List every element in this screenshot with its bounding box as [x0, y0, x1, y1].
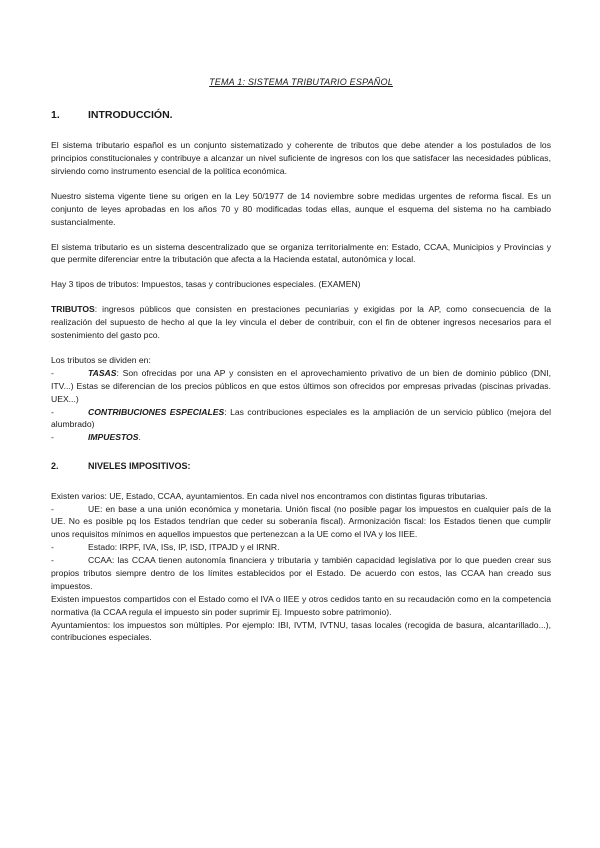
- section-2-heading: [51, 460, 551, 474]
- document-title: TEMA 1: SISTEMA TRIBUTARIO ESPAÑOL: [209, 77, 393, 87]
- section-2-body: [51, 490, 551, 645]
- section-2-title: NIVELES IMPOSITIVOS:: [88, 461, 191, 472]
- bullet-dash: -: [51, 432, 54, 443]
- section-1-heading: [51, 108, 551, 124]
- paragraph-decentralized: El sistema tributario es un sistema descentralizado que se organiza territorialmente en: Estado, CCAA, Municipios y Provincias y que permite diferenciar entre la tributación que afecta a la Hacienda estatal, autonómica y local.: [51, 241, 551, 265]
- bullet-dash: -: [51, 542, 54, 553]
- compartidos-text: Existen impuestos compartidos con el Estado como el IVA o IIEE y otros cedidos tanto en su recaudación como en la competencia normativa (la CCAA regula el impuesto sin poder suprimir Ej. Impuesto sobre patrimonio).: [51, 593, 551, 617]
- section-2-number: 2.: [51, 461, 59, 472]
- bullet-dash: -: [51, 555, 54, 566]
- paragraph-origin: Nuestro sistema vigente tiene su origen en la Ley 50/1977 de 14 noviembre sobre medidas urgentes de reforma fiscal. Es un conjunto de leyes aprobadas en los años 70 y 80 modificadas todas ellas, aunque el esquema del sistema no ha cambiado sustancialmente.: [51, 190, 551, 227]
- tributos-label: TRIBUTOS: [51, 304, 95, 315]
- contribuciones-label: CONTRIBUCIONES ESPECIALES: [88, 406, 225, 417]
- document-page: [51, 76, 551, 644]
- paragraph-tributos: [51, 303, 551, 342]
- impuestos-label: IMPUESTOS: [88, 432, 139, 443]
- estado-text: Estado: IRPF, IVA, ISs, IP, ISD, ITPAJD y el IRNR.: [88, 542, 280, 553]
- tributos-division-list: [51, 354, 551, 444]
- bullet-dash: -: [51, 367, 54, 378]
- paragraph-definition: El sistema tributario español es un conjunto sistematizado y coherente de tributos que debe atender a los postulados de los principios constitucionales y contribuye a alcanzar un nivel suficiente de ingresos con los que satisfacer las necesidades públicas, sirviendo como instrumento esencial de la política económica.: [51, 140, 551, 177]
- list-item-contribuciones: [51, 406, 551, 432]
- tasas-text: : Son ofrecidas por una AP y consisten en el aprovechamiento privativo de un bien de dominio público (DNI, ITV...) Estas se diferencian de los precios públicos en que estos últimos son ofrecidos por empresas privadas (piscinas privadas. UEX...): [51, 367, 551, 404]
- list-item-impuestos: [51, 431, 551, 444]
- list-item-ue: [51, 503, 551, 542]
- niveles-intro: Existen varios: UE, Estado, CCAA, ayuntamientos. En cada nivel nos encontramos con distintas figuras tributarias.: [51, 490, 488, 501]
- ayuntamientos-text: Ayuntamientos: los impuestos son múltiples. Por ejemplo: IBI, IVTM, IVTNU, tasas locales (recogida de basura, alcantarillado...), contribuciones especiales.: [51, 619, 551, 643]
- section-1-title: INTRODUCCIÓN.: [88, 108, 173, 121]
- bullet-dash: -: [51, 503, 54, 514]
- impuestos-text: .: [138, 432, 141, 443]
- list-item-ccaa: [51, 554, 551, 593]
- paragraph-types: Hay 3 tipos de tributos: Impuestos, tasas y contribuciones especiales. (EXAMEN): [51, 279, 361, 290]
- ccaa-text: CCAA: las CCAA tienen autonomía financiera y tributaria y también capacidad legislativa por lo que pueden crear sus propios tributos siempre dentro de los límites establecidos por el Estado. De acuerdo con estos, las CCAA han creado sus impuestos.: [51, 555, 551, 591]
- list-item-estado: [51, 541, 551, 554]
- tasas-label: TASAS: [88, 367, 117, 378]
- contribuciones-text: : Las contribuciones especiales es la ampliación de un servicio público (mejora del alumbrado): [51, 406, 551, 430]
- section-1-number: 1.: [51, 108, 60, 121]
- division-intro: Los tributos se dividen en:: [51, 354, 151, 365]
- ue-text: UE: en base a una unión económica y monetaria. Unión fiscal (no posible pagar los impuestos en cualquier país de la UE. No es posible pq los Estados tendrían que ceder su soberanía fiscal). Armonización fiscal: los Estados tienen que cumplir unos requisitos mínimos en aquellos impuestos que pertenezcan a la UE como el IVA y los IIEE.: [51, 503, 551, 540]
- tributos-text: : ingresos públicos que consisten en prestaciones pecuniarias y exigidas por la AP, como consecuencia de la realización del supuesto de hecho al que la ley vincula el deber de contribuir, con el fin de obtener ingresos necesarios para el sostenimiento del gasto pco.: [51, 304, 551, 341]
- list-item-tasas: [51, 367, 551, 406]
- bullet-dash: -: [51, 406, 54, 417]
